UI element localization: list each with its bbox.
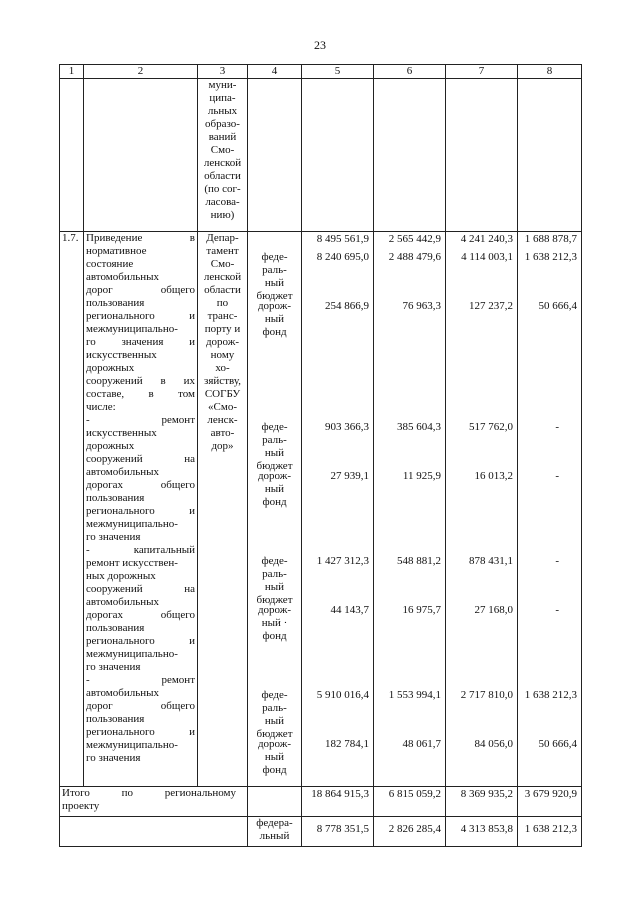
funding-amount: - (555, 555, 559, 567)
funding-amount: 5 910 016,4 (316, 689, 369, 701)
column-number: 5 (302, 65, 374, 79)
text-line: дорогах общего (86, 609, 195, 621)
funding-source-label: фонд (262, 764, 287, 776)
text-line: регионального и (86, 635, 195, 647)
funding-amount: 8 240 695,0 (316, 251, 369, 263)
text-line: нормативное (86, 245, 147, 257)
funding-source-label: фонд (262, 630, 287, 642)
item-name (86, 232, 195, 765)
continuation-org (200, 79, 245, 222)
funding-amount: 27 168,0 (474, 604, 513, 616)
column-number: 4 (248, 65, 302, 79)
funding-source-label: феде- (261, 689, 288, 701)
text-line: межмуниципально- (86, 739, 178, 751)
funding-amount: 1 553 994,1 (388, 689, 441, 701)
funding-amount: 903 366,3 (325, 421, 369, 433)
funding-source-label: дорож- (257, 604, 292, 616)
funding-amount: 44 143,7 (330, 604, 369, 616)
amount-year2-cell (446, 232, 518, 787)
funding-amount: 1 638 212,3 (524, 689, 577, 701)
org-line: Депар- (206, 232, 239, 244)
org-line: «Смо- (208, 401, 237, 413)
responsible-org (200, 232, 245, 453)
org-line: ленской (203, 271, 242, 283)
org-line: области (204, 170, 241, 182)
text-line: го значения и (86, 336, 195, 348)
org-line: порту и (204, 323, 241, 335)
federal-value: 8 778 351,5 (316, 823, 369, 835)
text-line: регионального и (86, 505, 195, 517)
total-value: 6 815 059,2 (388, 788, 441, 800)
text-line: - ремонт (86, 414, 195, 426)
org-line: ному (210, 349, 235, 361)
org-line: области (204, 284, 241, 296)
org-line: льных (207, 105, 238, 117)
project-total-row (60, 787, 582, 817)
text-line: дорожных (86, 362, 135, 374)
funding-source-label: феде- (261, 251, 288, 263)
funding-source-label: ный · (261, 617, 288, 629)
org-line: нию) (210, 209, 235, 221)
funding-amount: 127 237,2 (469, 300, 513, 312)
funding-amount: 182 784,1 (325, 738, 369, 750)
funding-source-label: раль- (262, 702, 287, 714)
text-line: искусственных (86, 427, 157, 439)
funding-source-label: бюджет (256, 290, 293, 302)
text-line: регионального и (86, 726, 195, 738)
org-line: ленск- (207, 414, 238, 426)
federal-value: 4 313 853,8 (460, 823, 513, 835)
column-number: 3 (198, 65, 248, 79)
org-line: ципа- (209, 92, 236, 104)
funding-amount: - (555, 421, 559, 433)
funding-source-label: бюджет (256, 728, 293, 740)
amount-year3-cell (518, 232, 582, 787)
funding-amount: 4 114 003,1 (461, 251, 513, 263)
funding-amount: 1 638 212,3 (524, 251, 577, 263)
text-line: пользования (86, 297, 145, 309)
org-line: дор» (211, 440, 234, 452)
federal-label-line: федера- (256, 817, 293, 829)
funding-amount: 254 866,9 (325, 300, 369, 312)
text-line: сооружений на (86, 453, 195, 465)
funding-amount: 11 925,9 (402, 470, 441, 482)
org-line: СОГБУ (204, 388, 241, 400)
text-line: числе: (86, 401, 116, 413)
funding-source-label: дорож- (257, 738, 292, 750)
text-line: автомобильных (86, 466, 159, 478)
funding-source-label: феде- (261, 555, 288, 567)
funding-source-label: ный (264, 581, 285, 593)
org-line: ласова- (205, 196, 240, 208)
column-number: 2 (84, 65, 198, 79)
project-total-federal-row (60, 817, 582, 847)
funding-amount: 50 666,4 (538, 738, 577, 750)
text-line: автомобильных (86, 687, 159, 699)
org-line: авто- (210, 427, 235, 439)
funding-source-cell (248, 232, 302, 787)
funding-source-label: бюджет (256, 594, 293, 606)
org-line: ваний (208, 131, 237, 143)
text-line: ремонт искусствен- (86, 557, 178, 569)
funding-amount: 548 881,2 (397, 555, 441, 567)
text-line: - капитальный (86, 544, 195, 556)
text-line: Итого по региональному (62, 787, 236, 799)
federal-label-line: льный (259, 830, 290, 842)
amount-total-cell (302, 232, 374, 787)
funding-source-label: фонд (262, 326, 287, 338)
org-line: муни- (208, 79, 237, 91)
text-line: автомобильных (86, 271, 159, 283)
text-line: искусственных (86, 349, 157, 361)
federal-value: 2 826 285,4 (388, 823, 441, 835)
org-line: образо- (205, 118, 240, 130)
funding-source-label: феде- (261, 421, 288, 433)
funding-amount: 16 975,7 (402, 604, 441, 616)
text-line: состояние (86, 258, 134, 270)
funding-source-label: раль- (262, 434, 287, 446)
budget-table (59, 64, 582, 847)
funding-amount: 50 666,4 (538, 300, 577, 312)
column-number-row (60, 65, 582, 79)
project-total-label-cell (60, 787, 248, 817)
text-line: межмуниципально- (86, 323, 178, 335)
funding-source-label: фонд (262, 496, 287, 508)
amount-year1-cell (374, 232, 446, 787)
funding-amount: 27 939,1 (330, 470, 369, 482)
text-line: пользования (86, 713, 145, 725)
funding-source-label: ный (264, 447, 285, 459)
item-total-value: 2 565 442,9 (388, 233, 441, 245)
funding-amount: - (555, 604, 559, 616)
item-total-value: 1 688 878,7 (524, 233, 577, 245)
column-number: 6 (374, 65, 446, 79)
text-line: пользования (86, 622, 145, 634)
org-line: ленской (203, 157, 242, 169)
funding-amount: 48 061,7 (402, 738, 441, 750)
text-line: сооружений в их (86, 375, 195, 387)
funding-source-label: ный (264, 751, 285, 763)
org-line: (по сог- (204, 183, 241, 195)
text-line: межмуниципально- (86, 518, 178, 530)
funding-source-label: дорож- (257, 470, 292, 482)
funding-source-label: бюджет (256, 460, 293, 472)
item-total-value: 8 495 561,9 (316, 233, 369, 245)
text-line: Приведение в (86, 232, 195, 244)
funding-amount: - (555, 470, 559, 482)
text-line: дорогах общего (86, 479, 195, 491)
text-line: го значения (86, 531, 141, 543)
org-line: по (216, 297, 229, 309)
column-number: 8 (518, 65, 582, 79)
item-total-value: 4 241 240,3 (460, 233, 513, 245)
funding-source-label: раль- (262, 568, 287, 580)
total-value: 3 679 920,9 (524, 788, 577, 800)
funding-amount: 517 762,0 (469, 421, 513, 433)
federal-label-cell (248, 817, 302, 847)
funding-source-label: ный (264, 715, 285, 727)
text-line: ных дорожных (86, 570, 156, 582)
text-line: - ремонт (86, 674, 195, 686)
page-number: 23 (314, 38, 326, 52)
funding-amount: 878 431,1 (469, 555, 513, 567)
funding-amount: 76 963,3 (402, 300, 441, 312)
org-line: транс- (207, 310, 238, 322)
continuation-org-cell (198, 79, 248, 232)
federal-value: 1 638 212,3 (524, 823, 577, 835)
total-value: 8 369 935,2 (460, 788, 513, 800)
project-total-label (62, 787, 236, 813)
org-line: Смо- (210, 258, 235, 270)
text-line: дорог общего (86, 700, 195, 712)
funding-amount: 84 056,0 (474, 738, 513, 750)
org-line: дорож- (205, 336, 240, 348)
funding-source-label: раль- (262, 264, 287, 276)
text-line: составе, в том (86, 388, 195, 400)
text-line: проекту (62, 800, 100, 812)
funding-source-label: ный (264, 313, 285, 325)
continuation-row (60, 79, 582, 232)
text-line: го значения (86, 661, 141, 673)
text-line: дорог общего (86, 284, 195, 296)
text-line: го значения (86, 752, 141, 764)
funding-amount: 385 604,3 (397, 421, 441, 433)
column-number: 7 (446, 65, 518, 79)
item-number: 1.7. (60, 232, 84, 787)
item-name-cell (84, 232, 198, 787)
org-line: тамент (206, 245, 239, 257)
org-line: Смо- (210, 144, 235, 156)
total-value: 18 864 915,3 (311, 788, 369, 800)
text-line: автомобильных (86, 596, 159, 608)
funding-amount: 2 717 810,0 (460, 689, 513, 701)
funding-amount: 1 427 312,3 (316, 555, 369, 567)
text-line: регионального и (86, 310, 195, 322)
org-line: хо- (215, 362, 230, 374)
funding-amount: 16 013,2 (474, 470, 513, 482)
org-line: зяйству, (204, 375, 241, 387)
text-line: сооружений на (86, 583, 195, 595)
item-org-cell (198, 232, 248, 787)
text-line: межмуниципально- (86, 648, 178, 660)
item-row (60, 232, 582, 787)
funding-source-label: дорож- (257, 300, 292, 312)
funding-amount: 2 488 479,6 (388, 251, 441, 263)
funding-source-label: ный (264, 277, 285, 289)
text-line: дорожных (86, 440, 135, 452)
funding-source-label: ный (264, 483, 285, 495)
column-number: 1 (60, 65, 84, 79)
text-line: пользования (86, 492, 145, 504)
